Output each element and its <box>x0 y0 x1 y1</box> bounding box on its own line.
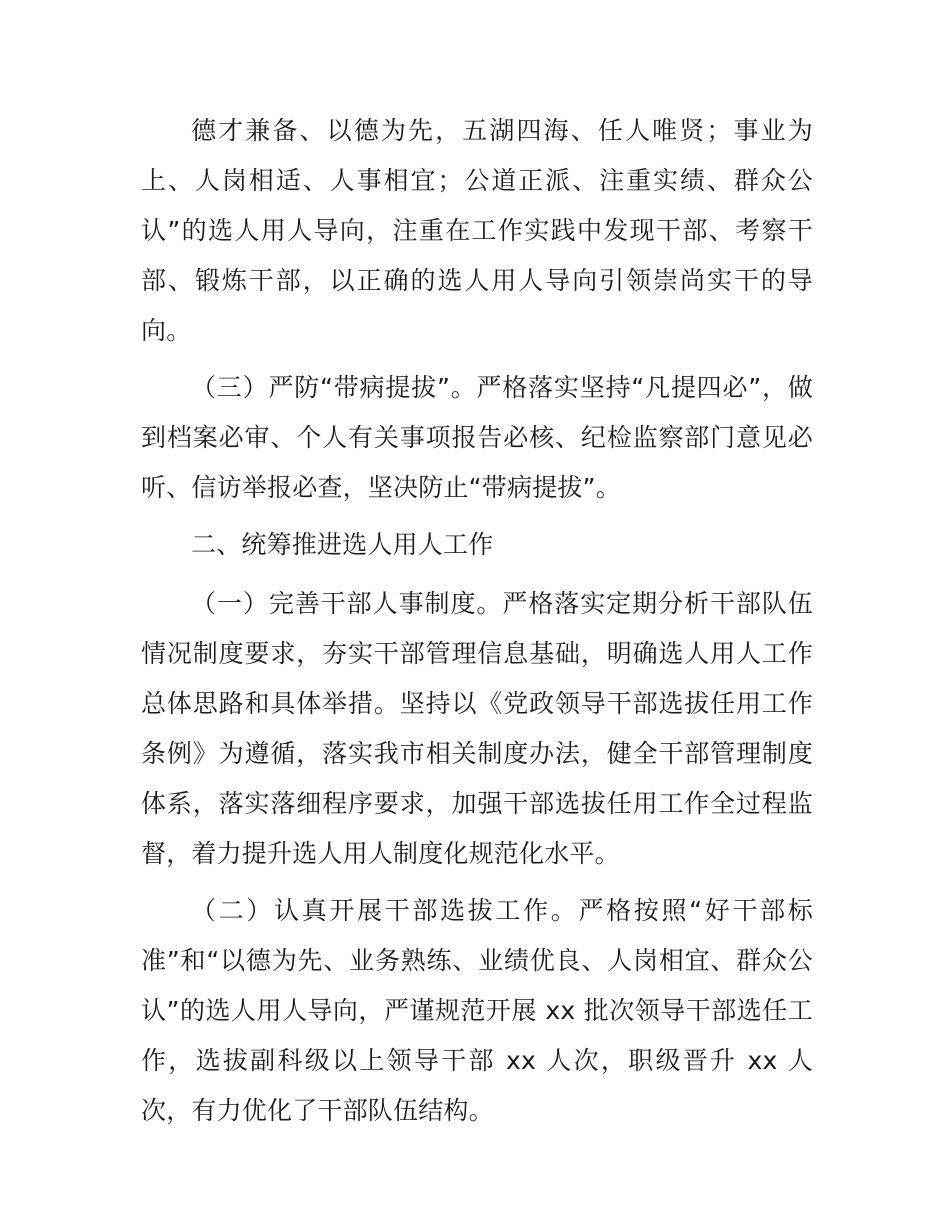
paragraph-improve-personnel-system: （一）完善干部人事制度。严格落实定期分析干部队伍情况制度要求，夯实干部管理信息基础，明确选人用人工作总体思路和具体举措。坚持以《党政领导干部选拔任用工作条例》为遵循，落实我市相关制度办法，健全干部管理制度体系，落实落细程序要求，加强干部选拔任用工作全过程监督，着力提升选人用人制度化规范化水平。 <box>141 589 813 868</box>
paragraph-cadre-selection-work: （二）认真开展干部选拔工作。严格按照“好干部标准”和“以德为先、业务熟练、业绩优良、人岗相宜、群众公认”的选人用人导向，严谨规范开展 xx 批次领导干部选任工作，选拔副科级以上领导干部 xx 人次，职级晋升 xx 人次，有力优化了干部队伍结构。 <box>141 896 813 1125</box>
paragraph-prevent-promotion-with-problems: （三）严防“带病提拔”。严格落实坚持“凡提四必”，做到档案必审、个人有关事项报告必核、纪检监察部门意见必听、信访举报必查，坚决防止“带病提拔”。 <box>141 373 813 502</box>
paragraph-selection-guidance: 德才兼备、以德为先，五湖四海、任人唯贤；事业为上、人岗相适、人事相宜；公道正派、注重实绩、群众公认”的选人用人导向，注重在工作实践中发现干部、考察干部、锻炼干部，以正确的选人用人导向引领崇尚实干的导向。 <box>141 116 813 345</box>
section-heading-coordinate-selection: 二、统筹推进选人用人工作 <box>191 530 494 559</box>
document-body <box>141 106 813 1143</box>
